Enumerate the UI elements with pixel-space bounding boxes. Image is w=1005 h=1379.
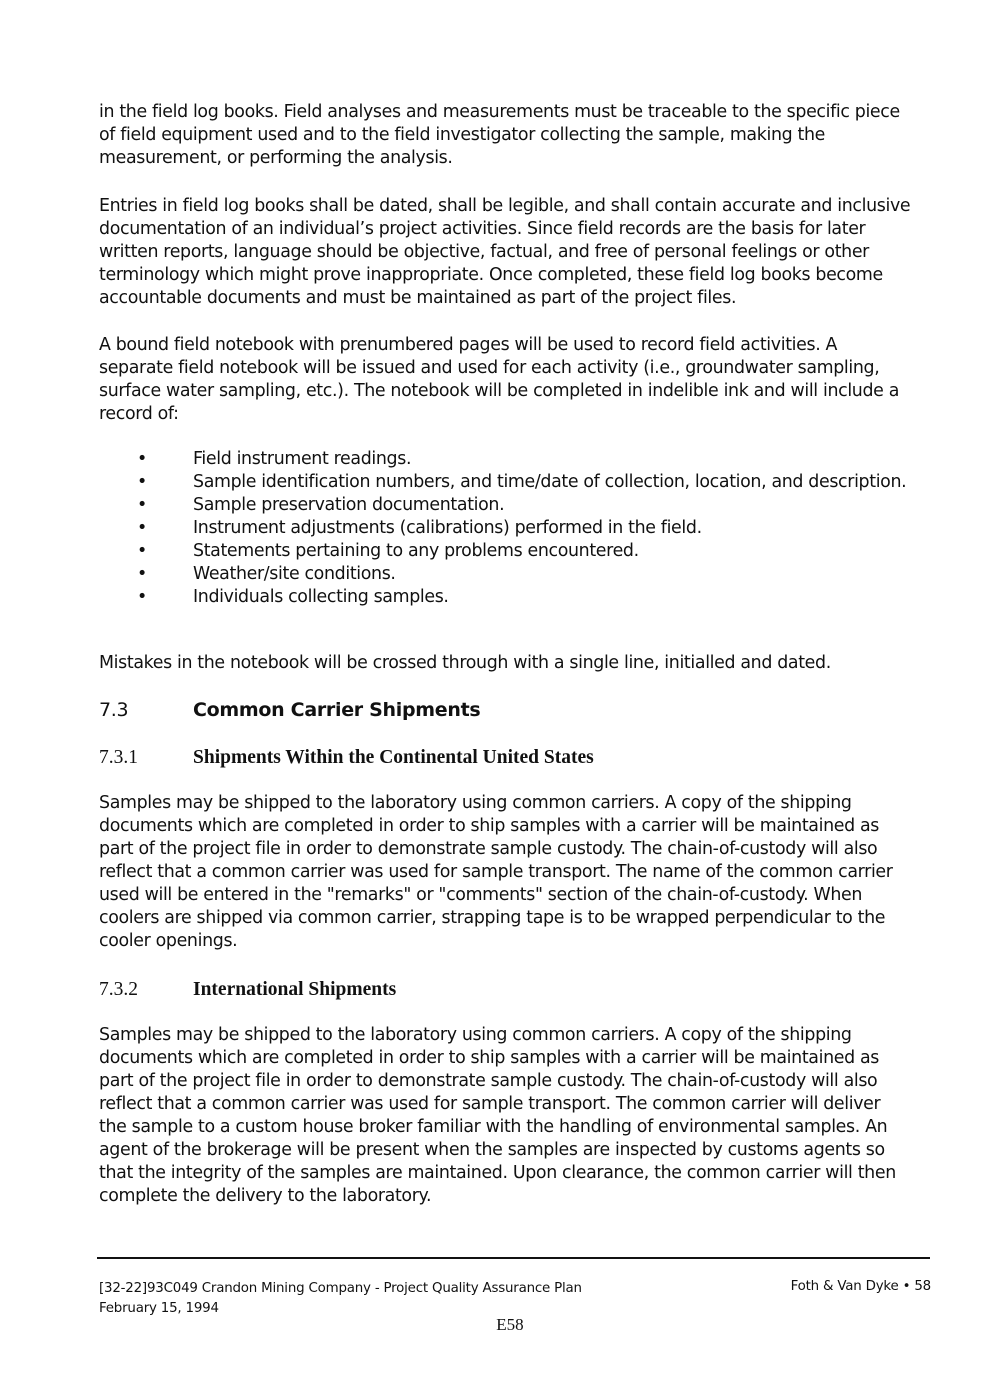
footer-document-id: [32-22]93C049 Crandon Mining Company - Project Quality Assurance Plan [99,1281,582,1296]
footer-left [99,1279,582,1319]
paragraph-bound-notebook: A bound field notebook with prenumbered pages will be used to record field activities. A separate field notebook will be issued and used for each activity (i.e., groundwater sampling, surface water sampling, etc.). The notebook will be completed in indelible ink and will include a record of: [99,335,900,424]
footer-date: February 15, 1994 [99,1301,219,1316]
list-item [99,448,911,471]
bullet-marker: • [137,518,147,538]
footer-page-label: Foth & Van Dyke • 58 [790,1279,931,1294]
list-item [99,471,911,494]
list-item [99,494,911,517]
list-item [99,517,911,540]
list-item-text: Statements pertaining to any problems encountered. [193,541,639,561]
footer-divider [97,1257,930,1259]
paragraph-mistakes: Mistakes in the notebook will be crossed through with a single line, initialled and dated. [99,653,831,673]
bullet-marker: • [137,564,147,584]
section-title: Shipments Within the Continental United States [193,747,594,768]
section-title: International Shipments [193,979,397,1000]
bullet-marker: • [137,495,147,515]
list-item-text: Instrument adjustments (calibrations) performed in the field. [193,518,702,538]
list-item [99,563,911,586]
bullet-marker: • [137,472,147,492]
bullet-marker: • [137,449,147,469]
bullet-marker: • [137,587,147,607]
list-item-text: Sample identification numbers, and time/date of collection, location, and description. [193,472,907,492]
section-number: 7.3.2 [99,979,138,1000]
notebook-record-list [99,448,911,609]
section-number: 7.3 [99,699,129,721]
paragraph-international-shipments: Samples may be shipped to the laboratory using common carriers. A copy of the shipping documents which are completed in order to ship samples with a carrier will be maintained as part of the project file in order to demonstrate sample custody. The chain-of-custody will also reflect that a common carrier was used for sample transport. The common carrier will deliver the sample to a custom house broker familiar with the handling of environmental samples. An agent of the brokerage will be present when the samples are inspected by customs agents so that the integrity of the samples are maintained. Upon clearance, the common carrier will then complete the delivery to the laboratory. [99,1025,896,1206]
list-item-text: Field instrument readings. [193,449,412,469]
page-code: E58 [496,1315,524,1334]
paragraph-field-log-traceability: in the field log books. Field analyses and measurements must be traceable to the specific piece of field equipment used and to the field investigator collecting the sample, making the measurement, or performing the analysis. [99,102,900,168]
paragraph-log-entries: Entries in field log books shall be dated, shall be legible, and shall contain accurate and inclusive documentation of an individual’s project activities. Since field records are the basis for later written reports, language should be objective, factual, and free of personal feelings or other terminology which might prove inappropriate. Once completed, these field log books become accountable documents and must be maintained as part of the project files. [99,196,911,308]
section-number: 7.3.1 [99,747,138,768]
paragraph-continental-shipments: Samples may be shipped to the laboratory using common carriers. A copy of the shipping documents which are completed in order to ship samples with a carrier will be maintained as part of the project file in order to demonstrate sample custody. The chain-of-custody will also reflect that a common carrier was used for sample transport. The name of the common carrier used will be entered in the "remarks" or "comments" section of the chain-of-custody. When coolers are shipped via common carrier, strapping tape is to be wrapped perpendicular to the cooler openings. [99,793,893,951]
list-item [99,540,911,563]
list-item [99,586,911,609]
section-title: Common Carrier Shipments [193,699,481,721]
list-item-text: Weather/site conditions. [193,564,396,584]
list-item-text: Sample preservation documentation. [193,495,505,515]
bullet-marker: • [137,541,147,561]
list-item-text: Individuals collecting samples. [193,587,449,607]
